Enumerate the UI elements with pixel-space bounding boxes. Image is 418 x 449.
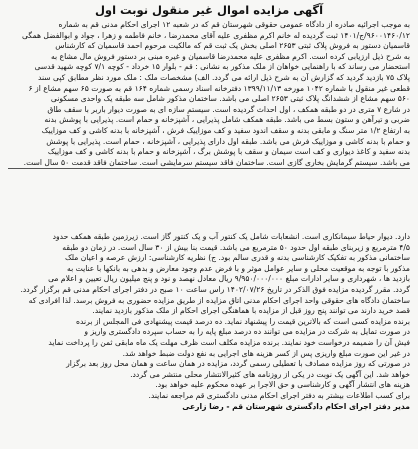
upper-text-line: در شارع ۷ متری در دو طبقه همکف ، اول احداث گردیده است. سیستم سازه ای به صورت دیوار باربر با سقف طاق — [47, 104, 410, 114]
upper-text-line: بدنه سفید و کاغذ دیواری و کف است سیمان و سقف با پوشش برگ ، آشپزخانه و حمام با بدنه کاشی و کف موزاییک — [47, 147, 410, 157]
lower-text-line: در صورتی که روز مزایده مصادف با تعطیلی رسمی گردد، مزایده در همان ساعت و همان محل روز بعد برگزار — [66, 359, 410, 369]
upper-text-line: استحضار می رساند که با راهنمایی خواهان از ملک مذکور به نشانی : قم - بلوار ۱۵ خرداد - کوچه ۷/۱ کوچه شهید قدسی — [34, 62, 410, 72]
lower-text-line: قصد خرید دارند می توانند پنج روز قبل از مزایده با هماهنگی اجرای احکام از ملک مذکور بازدید نمایند. — [92, 306, 410, 316]
upper-text-block — [8, 20, 410, 169]
upper-text-line: ۵۶۰ سهم مشاع از ششدانگ پلاک ثبتی ۲۶۵۳ اصلی می باشد. ساختمان مذکور شامل سه طبقه یک واحدی مسکونی — [50, 94, 410, 104]
upper-text-line: به موجب اجرائیه صادره از دادگاه عمومی حقوقی شهرستان قم که در شعبه ۱۲ اجرای احکام مدنی قم به شماره — [58, 20, 410, 29]
upper-text-line: و حمام با بدنه کاشی و موزاییک فرش می باشد. طبقه اول دارای پذیرایی ، آشپزخانه ، حمام است. پذیرایی با پوشش — [46, 136, 410, 146]
lower-text-line: مذکور با توجه به موقعیت محلی و سایر عوامل موثر و با فرض عدم وجود معارض و بدهی به بانکها با عنایت به — [67, 263, 410, 273]
notice-upper-paragraph — [8, 20, 410, 230]
lower-text-line: ساختمانی مذکور به تفکیک کارشناسی بدنه و قدری سالم بود. ج) نظریه کارشناسی: ارزش عرصه و اعیان ملک — [64, 253, 410, 263]
upper-text-line: قاسمیان دستور به فروش پلاک ثبتی ۲۶۵۳ اصلی بخش یک ثبت قم که مالکیت مرحوم احمد قاسمیان که کارشناس — [55, 41, 410, 51]
lower-text-line: فیش آن را ضمیمه درخواست خود نمایند. برنده مزایده مکلف است ظرف مهلت یک ماه مابقی ثمن را پرداخت نماید — [48, 337, 410, 347]
lower-text-line: خواهد شد. این آگهی یک نوبت در یکی از روزنامه های کثیرالانتشار محلی منتشر می گردد. — [130, 369, 410, 379]
lower-text-line: بازدید ها ، شهرداری و سایر ادارات مبلغ ۹/۹۵۰/۰۰۰/۰۰۰ ریال معادل نهصد و نود و پنج میلیون ریال تعیین و اعلام می — [48, 274, 410, 284]
lower-text-block — [8, 232, 410, 412]
notice-lower-paragraph — [8, 232, 410, 442]
upper-text-line: ۹۶۰۰۱۴۶۰/۱۲/ج/۱۴۰۱ ثبت گردیده له خانم اکرم مظفری علیه آقای محمدرضا ، خانم فاطمه و زهرا ، جواد و ابوالفضل همگی — [22, 30, 410, 40]
upper-text-line: به شرح ذیل ارزیابی کرده است. اکرم مظفری علیه محمدرضا قاسمیان و غیره مبنی بر دستور فروش مال مشاع به — [50, 51, 410, 61]
lower-text-line: در غیر این صورت مبلغ واریزی پس از کسر هزینه های اجرایی به نفع دولت ضبط خواهد شد. — [122, 348, 410, 358]
lower-text-line: در صورت تمایل به شرکت در مزایده می توانند ده درصد مبلغ پایه را به حساب سپرده دادگستری واریز و — [84, 327, 410, 337]
lower-text-line: دارد. دیوار حیاط سیمانکاری است. انشعابات شامل یک کنتور آب و یک کنتور گاز است. زیرزمین طبقه همکف حدود — [52, 232, 410, 241]
notice-title: آگهی مزایده اموال غیر منقول نوبت اول — [94, 3, 324, 17]
lower-text-line: هزینه های انتشار آگهی و کارشناسی و حق الاجرا بر عهده محکوم علیه خواهد بود. — [155, 380, 410, 390]
lower-text-line: برای کسب اطلاعات بیشتر به دفتر اجرای احکام مدنی دادگستری قم مراجعه نمایند. — [148, 390, 410, 400]
lower-text-line: ۴/۵ مترمربع و زیربنای طبقه اول حدود ۵۰ مترمربع می باشد. قیمت بنا بیش از ۳۰ سال است. در زمان دو طبقه — [62, 242, 410, 252]
upper-text-line: می باشد. سیستم گرمایش بخاری گازی است. ساختمان فاقد سیستم سرمایشی است. ساختمان فاقد قدمت ۵۰ سال است. — [23, 157, 410, 167]
upper-text-line: قطعی غیر منقول با شماره ۱۰۴۲ مورخه ۱۳۹۹/۱۱/۱۳ دفترخانه اسناد رسمی شماره ۱۶۴ قم به صورت ۶۵ سهم مشاع از ۶ — [28, 83, 410, 93]
upper-text-line: پلاک ۷۵ بازدید گردید که گزارش آن به شرح ذیل ارائه می گردد. الف) مشخصات ملک : ملک مورد نظر مطابق کپی سند — [37, 72, 410, 82]
upper-text-line: به ارتفاع ۱/۲ متر سنگ و مابقی بدنه و سقف اندود سفید و کف موزاییک فرش ، آشپزخانه با بدنه کاشی و کف موزاییک — [41, 125, 410, 135]
lower-text-line: ساختمان دادگاه های حقوقی واحد اجرای احکام مدنی اتاق مزایده از طریق مزایده حضوری به فروش برسد. لذا افرادی که — [28, 295, 410, 305]
lower-text-line: مدیر دفتر اجرای احکام دادگستری شهرستان قم - رضا زارعی — [182, 401, 410, 411]
upper-text-line: ضربی و تیرآهن و ستون بسط می باشد. طبقه همکف شامل پذیرایی ، آشپزخانه و حمام است. پذیرایی با پوشش بدنه — [44, 115, 410, 125]
lower-text-line: گردد. مقرر گردیده مزایده فوق الذکر در تاریخ ۱۴۰۲/۰۷/۲۶ راس ساعت ۱۰ صبح در دفتر اجرای احکام مدنی قم برگزار گردد. — [20, 284, 410, 294]
lower-text-line: برنده مزایده کسی است که بالاترین قیمت را پیشنهاد نماید. ده درصد قیمت پیشنهادی فی المجلس از برنده — [76, 316, 410, 326]
